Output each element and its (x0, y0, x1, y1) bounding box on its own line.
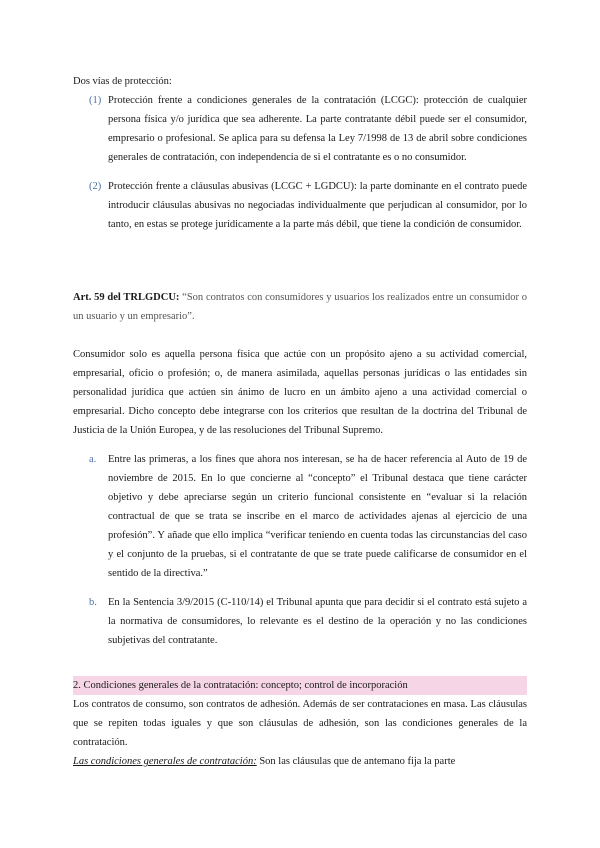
art59-paragraph (73, 288, 527, 326)
list-item-text: Protección frente a condiciones generales de la contratación (LCGC): protección de cualquier persona física y/o jurídica que sea adherente. La parte contratante débil puede ser el consumidor, empresario o profesional. Se aplica para su defensa la Ley 7/1998 de 13 de abril sobre condiciones generales de contratación, con independencia de si el contratante es o no consumidor. (108, 95, 527, 163)
list-item-text: Protección frente a cláusulas abusivas (LCGC + LGDCU): la parte dominante en el contrato puede introducir cláusulas abusivas no negociadas individualmente que perjudican al consumidor, por lo tanto, en estas se protege jurídicamente a la parte más débil, que tiene la condición de consumidor. (108, 181, 527, 230)
section-paragraph: Los contratos de consumo, son contratos de adhesión. Además de ser contrataciones en masa. Las cláusulas que se repiten todas iguales y que son cláusulas de adhesión, son las condiciones generales de la contratación. (73, 699, 527, 748)
section-heading (73, 676, 527, 695)
intro-line: Dos vías de protección: (73, 76, 172, 87)
art59-label: Art. 59 del TRLGDCU: (73, 292, 180, 303)
case-list (73, 450, 527, 650)
definition-paragraph (73, 752, 527, 771)
list-item-text: Entre las primeras, a los fines que ahora nos interesan, se ha de hacer referencia al Auto de 19 de noviembre de 2015. En lo que concierne al “concepto” el Tribunal destaca que tiene carácter objetivo y debe apreciarse según un criterio funcional consistente en “evaluar si la relación contractual de que se trata se inscribe en el marco de actividades ajenas al ejercicio de una profesión”. Y añade que ello implica “verificar teniendo en cuenta todas las circunstancias del caso y el conjunto de la pruebas, si el contratante de que se trate puede calificarse de consumidor en el sentido de la directiva.” (108, 454, 527, 579)
list-item (73, 450, 527, 583)
section-heading-text: 2. Condiciones generales de la contratación: concepto; control de incorporación (73, 676, 527, 695)
list-item (73, 91, 527, 167)
protection-list (73, 91, 527, 234)
list-item (73, 177, 527, 234)
list-marker: b. (89, 597, 97, 608)
definition-label: Las condiciones generales de contratación: (73, 756, 257, 767)
list-marker: (2) (89, 181, 102, 192)
list-marker: (1) (89, 95, 102, 106)
list-item-text: En la Sentencia 3/9/2015 (C-110/14) el Tribunal apunta que para decidir si el contrato está sujeto a la normativa de consumidores, lo relevante es el destino de la operación y no las condiciones subjetivas del contratante. (108, 597, 527, 646)
definition-text: Son las cláusulas que de antemano fija la parte (256, 756, 456, 767)
consumidor-paragraph: Consumidor solo es aquella persona física que actúe con un propósito ajeno a su actividad comercial, empresarial, oficio o profesión; o, de manera asimilada, aquellas personas jurídicas o las entidades sin personalidad jurídica que actúen sin ánimo de lucro en un ámbito ajeno a una actividad comercial o empresarial. Dicho concepto debe integrarse con los criterios que resultan de la doctrina del Tribunal de Justicia de la Unión Europea, y de las resoluciones del Tribunal Supremo. (73, 349, 527, 436)
list-item (73, 593, 527, 650)
list-marker: a. (89, 454, 97, 465)
art59-quote: “Son contratos con consumidores y usuarios los realizados entre un consumidor o un usuario y un empresario”. (73, 292, 527, 322)
